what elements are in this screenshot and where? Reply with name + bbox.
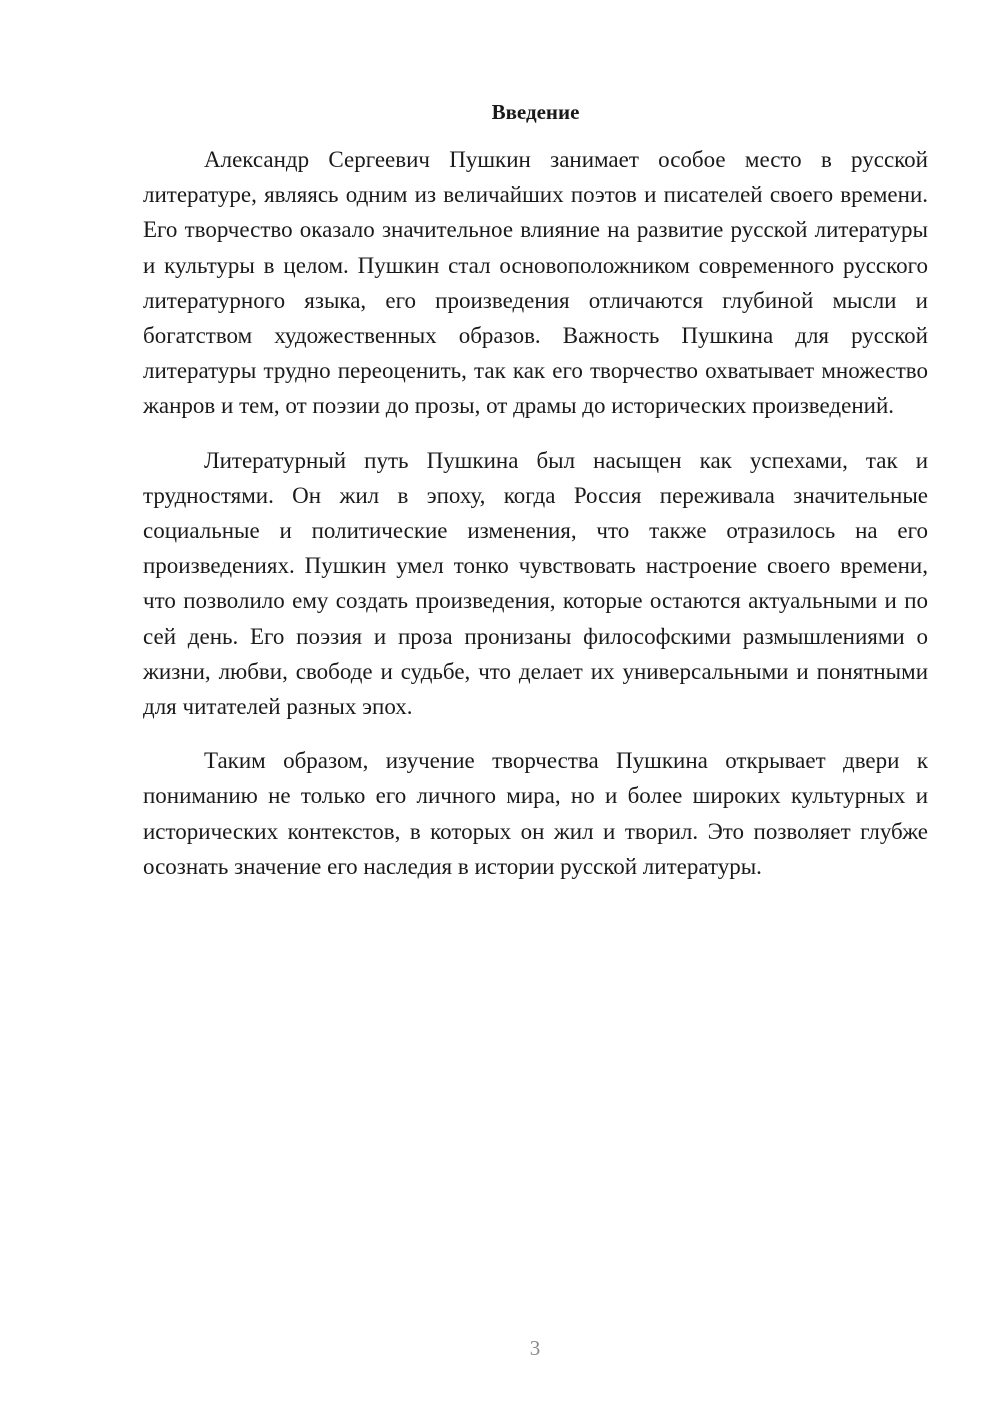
paragraph-3: Таким образом, изучение творчества Пушкина открывает двери к пониманию не только его личного мира, но и более широких культурных и исторических контекстов, в которых он жил и творил. Это позволяет глубже осознать значение его наследия в истории русской литературы. — [143, 748, 928, 879]
paragraph-1: Александр Сергеевич Пушкин занимает особое место в русской литературе, являясь одним из величайших поэтов и писателей своего времени. Его творчество оказало значительное влияние на развитие русской литературы и культуры в целом. Пушкин стал основоположником современного русского литературного языка, его произведения отличаются глубиной мысли и богатством художественных образов. Важность Пушкина для русской литературы трудно переоценить, так как его творчество охватывает множество жанров и тем, от поэзии до прозы, от драмы до исторических произведений. — [143, 147, 928, 419]
section-title: Введение — [491, 100, 580, 124]
paragraph-2: Литературный путь Пушкина был насыщен как успехами, так и трудностями. Он жил в эпоху, когда Россия переживала значительные социальные и политические изменения, что также отразилось на его произведениях. Пушкин умел тонко чувствовать настроение своего времени, что позволило ему создать произведения, которые остаются актуальными и по сей день. Его поэзия и проза пронизаны философскими размышлениями о жизни, любви, свободе и судьбе, что делает их универсальными и понятными для читателей разных эпох. — [143, 447, 928, 720]
page-number: 3 — [529, 1336, 541, 1360]
document-body — [143, 142, 928, 903]
